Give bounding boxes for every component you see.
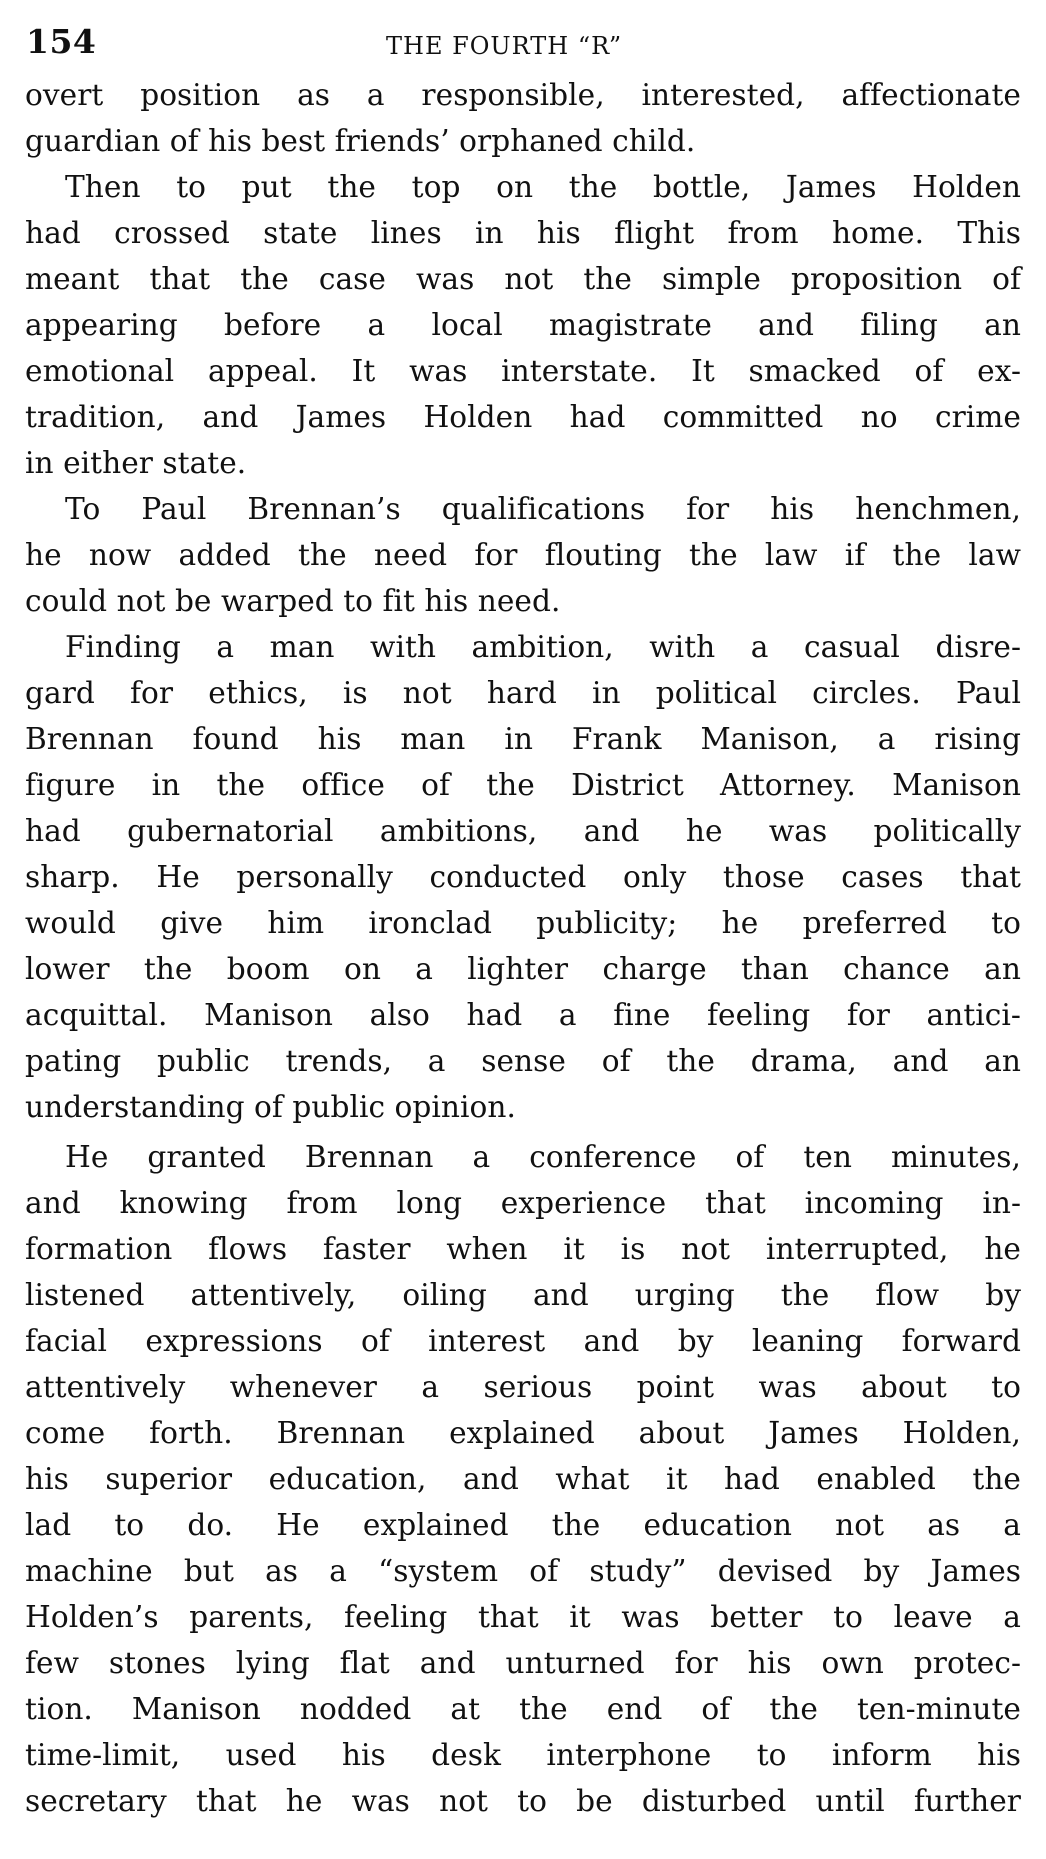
text-line: tradition, and James Holden had committed no crime bbox=[25, 400, 1021, 434]
text-line: pating public trends, a sense of the drama, and an bbox=[25, 1044, 1021, 1078]
text-line: listened attentively, oiling and urging the flow by bbox=[25, 1278, 1021, 1312]
text-line: sharp. He personally conducted only those cases that bbox=[25, 860, 1021, 894]
text-line: figure in the office of the District Attorney. Manison bbox=[25, 768, 1021, 802]
text-line: had gubernatorial ambitions, and he was politically bbox=[25, 814, 1021, 848]
text-line: overt position as a responsible, interested, affectionate bbox=[25, 78, 1021, 112]
text-line: in either state. bbox=[25, 446, 247, 480]
text-line: acquittal. Manison also had a fine feeling for antici- bbox=[25, 998, 1021, 1032]
text-line: Brennan found his man in Frank Manison, a rising bbox=[25, 722, 1021, 756]
paragraph-first-line: He granted Brennan a conference of ten minutes, bbox=[65, 1140, 1021, 1174]
text-line: would give him ironclad publicity; he preferred to bbox=[25, 906, 1021, 940]
text-line: come forth. Brennan explained about James Holden, bbox=[25, 1416, 1021, 1450]
running-head: THE FOURTH “R” bbox=[386, 32, 623, 60]
body-text bbox=[25, 72, 1021, 1824]
paragraph-first-line: Finding a man with ambition, with a casual disre- bbox=[65, 630, 1021, 664]
text-line: machine but as a “system of study” devised by James bbox=[25, 1554, 1021, 1588]
text-line: attentively whenever a serious point was about to bbox=[25, 1370, 1021, 1404]
page-header bbox=[26, 22, 1016, 62]
text-line: had crossed state lines in his flight from home. This bbox=[25, 216, 1021, 250]
text-line: time-limit, used his desk interphone to inform his bbox=[25, 1738, 1021, 1772]
text-line: lad to do. He explained the education not as a bbox=[25, 1508, 1021, 1542]
text-line: formation flows faster when it is not interrupted, he bbox=[25, 1232, 1021, 1266]
text-line: tion. Manison nodded at the end of the ten-minute bbox=[25, 1692, 1021, 1726]
text-line: and knowing from long experience that incoming in- bbox=[25, 1186, 1021, 1220]
text-line: appearing before a local magistrate and filing an bbox=[25, 308, 1021, 342]
text-line: gard for ethics, is not hard in political circles. Paul bbox=[25, 676, 1021, 710]
text-line: guardian of his best friends’ orphaned child. bbox=[25, 124, 696, 158]
text-line: few stones lying flat and unturned for his own protec- bbox=[25, 1646, 1021, 1680]
text-line: he now added the need for flouting the law if the law bbox=[25, 538, 1021, 572]
paragraph-first-line: To Paul Brennan’s qualifications for his henchmen, bbox=[65, 492, 1021, 526]
paragraph-first-line: Then to put the top on the bottle, James Holden bbox=[65, 170, 1021, 204]
text-line: emotional appeal. It was interstate. It smacked of ex- bbox=[25, 354, 1021, 388]
text-line: could not be warped to fit his need. bbox=[25, 584, 561, 618]
text-line: lower the boom on a lighter charge than chance an bbox=[25, 952, 1021, 986]
text-line: his superior education, and what it had enabled the bbox=[25, 1462, 1021, 1496]
text-line: understanding of public opinion. bbox=[25, 1090, 516, 1124]
text-line: facial expressions of interest and by leaning forward bbox=[25, 1324, 1021, 1358]
text-line: meant that the case was not the simple proposition of bbox=[25, 262, 1021, 296]
text-line: secretary that he was not to be disturbed until further bbox=[25, 1784, 1021, 1818]
text-line: Holden’s parents, feeling that it was better to leave a bbox=[25, 1600, 1021, 1634]
page-number: 154 bbox=[26, 22, 97, 61]
